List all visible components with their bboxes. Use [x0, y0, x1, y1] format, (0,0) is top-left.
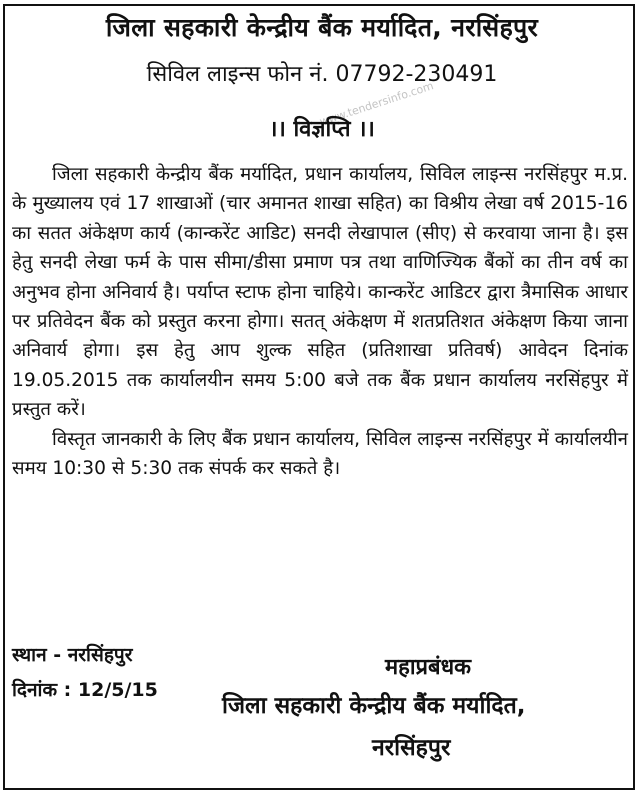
notice-heading: ।। विज्ञप्ति ।। [269, 117, 375, 142]
body-paragraph-1: जिला सहकारी केन्द्रीय बैंक मर्यादित, प्रधान कार्यालय, सिविल लाइन्स नरसिंहपुर म.प्र. के मुख्यालय एवं 17 शाखाओं (चार अमानत शाखा सहित) का विश्रीय लेखा वर्ष 2015-16 का सतत अंकेक्षण कार्य (कान्करेंट आडिट) सनदी लेखापाल (सीए) से करवाया जाना है। इस हेतु सनदी लेखा फर्म के पास सीमा/डीसा प्रमाण पत्र तथा वाणिज्यिक बैंकों का तीन वर्ष का अनुभव होना अनिवार्य है। पर्याप्त स्टाफ होना चाहिये। कान्करेंट आडिटर द्वारा त्रैमासिक आधार पर प्रतिवेदन बैंक को प्रस्तुत करना होगा। सतत् अंकेक्षण में शतप्रतिशत अंकेक्षण किया जाना अनिवार्य होगा। इस हेतु आप शुल्क सहित (प्रतिशाखा प्रतिवर्ष) आवेदन दिनांक 19.05.2015 तक कार्यालयीन समय 5:00 बजे तक बैंक प्रधान कार्यालय नरसिंहपुर में प्रस्तुत करें। [12, 164, 628, 421]
signatory-title: महाप्रबंधक [385, 655, 472, 680]
notice-body [12, 160, 628, 483]
address-phone-line: सिविल लाइन्स फोन नं. 07792-230491 [146, 62, 498, 87]
body-paragraph-2: विस्तृत जानकारी के लिए बैंक प्रधान कार्यालय, सिविल लाइन्स नरसिंहपुर में कार्यालयीन समय 10:30 से 5:30 तक संपर्क कर सकते है। [12, 428, 628, 480]
date-label: दिनांक : 12/5/15 [12, 679, 158, 701]
place-label: स्थान - नरसिंहपुर [12, 644, 133, 666]
watermark-text: www.tendersinfo.com [318, 79, 436, 129]
signatory-city: नरसिंहपुर [372, 735, 451, 761]
bank-title: जिला सहकारी केन्द्रीय बैंक मर्यादित, नरसिंहपुर [105, 13, 539, 42]
signatory-organization: जिला सहकारी केन्द्रीय बैंक मर्यादित, [222, 693, 526, 719]
